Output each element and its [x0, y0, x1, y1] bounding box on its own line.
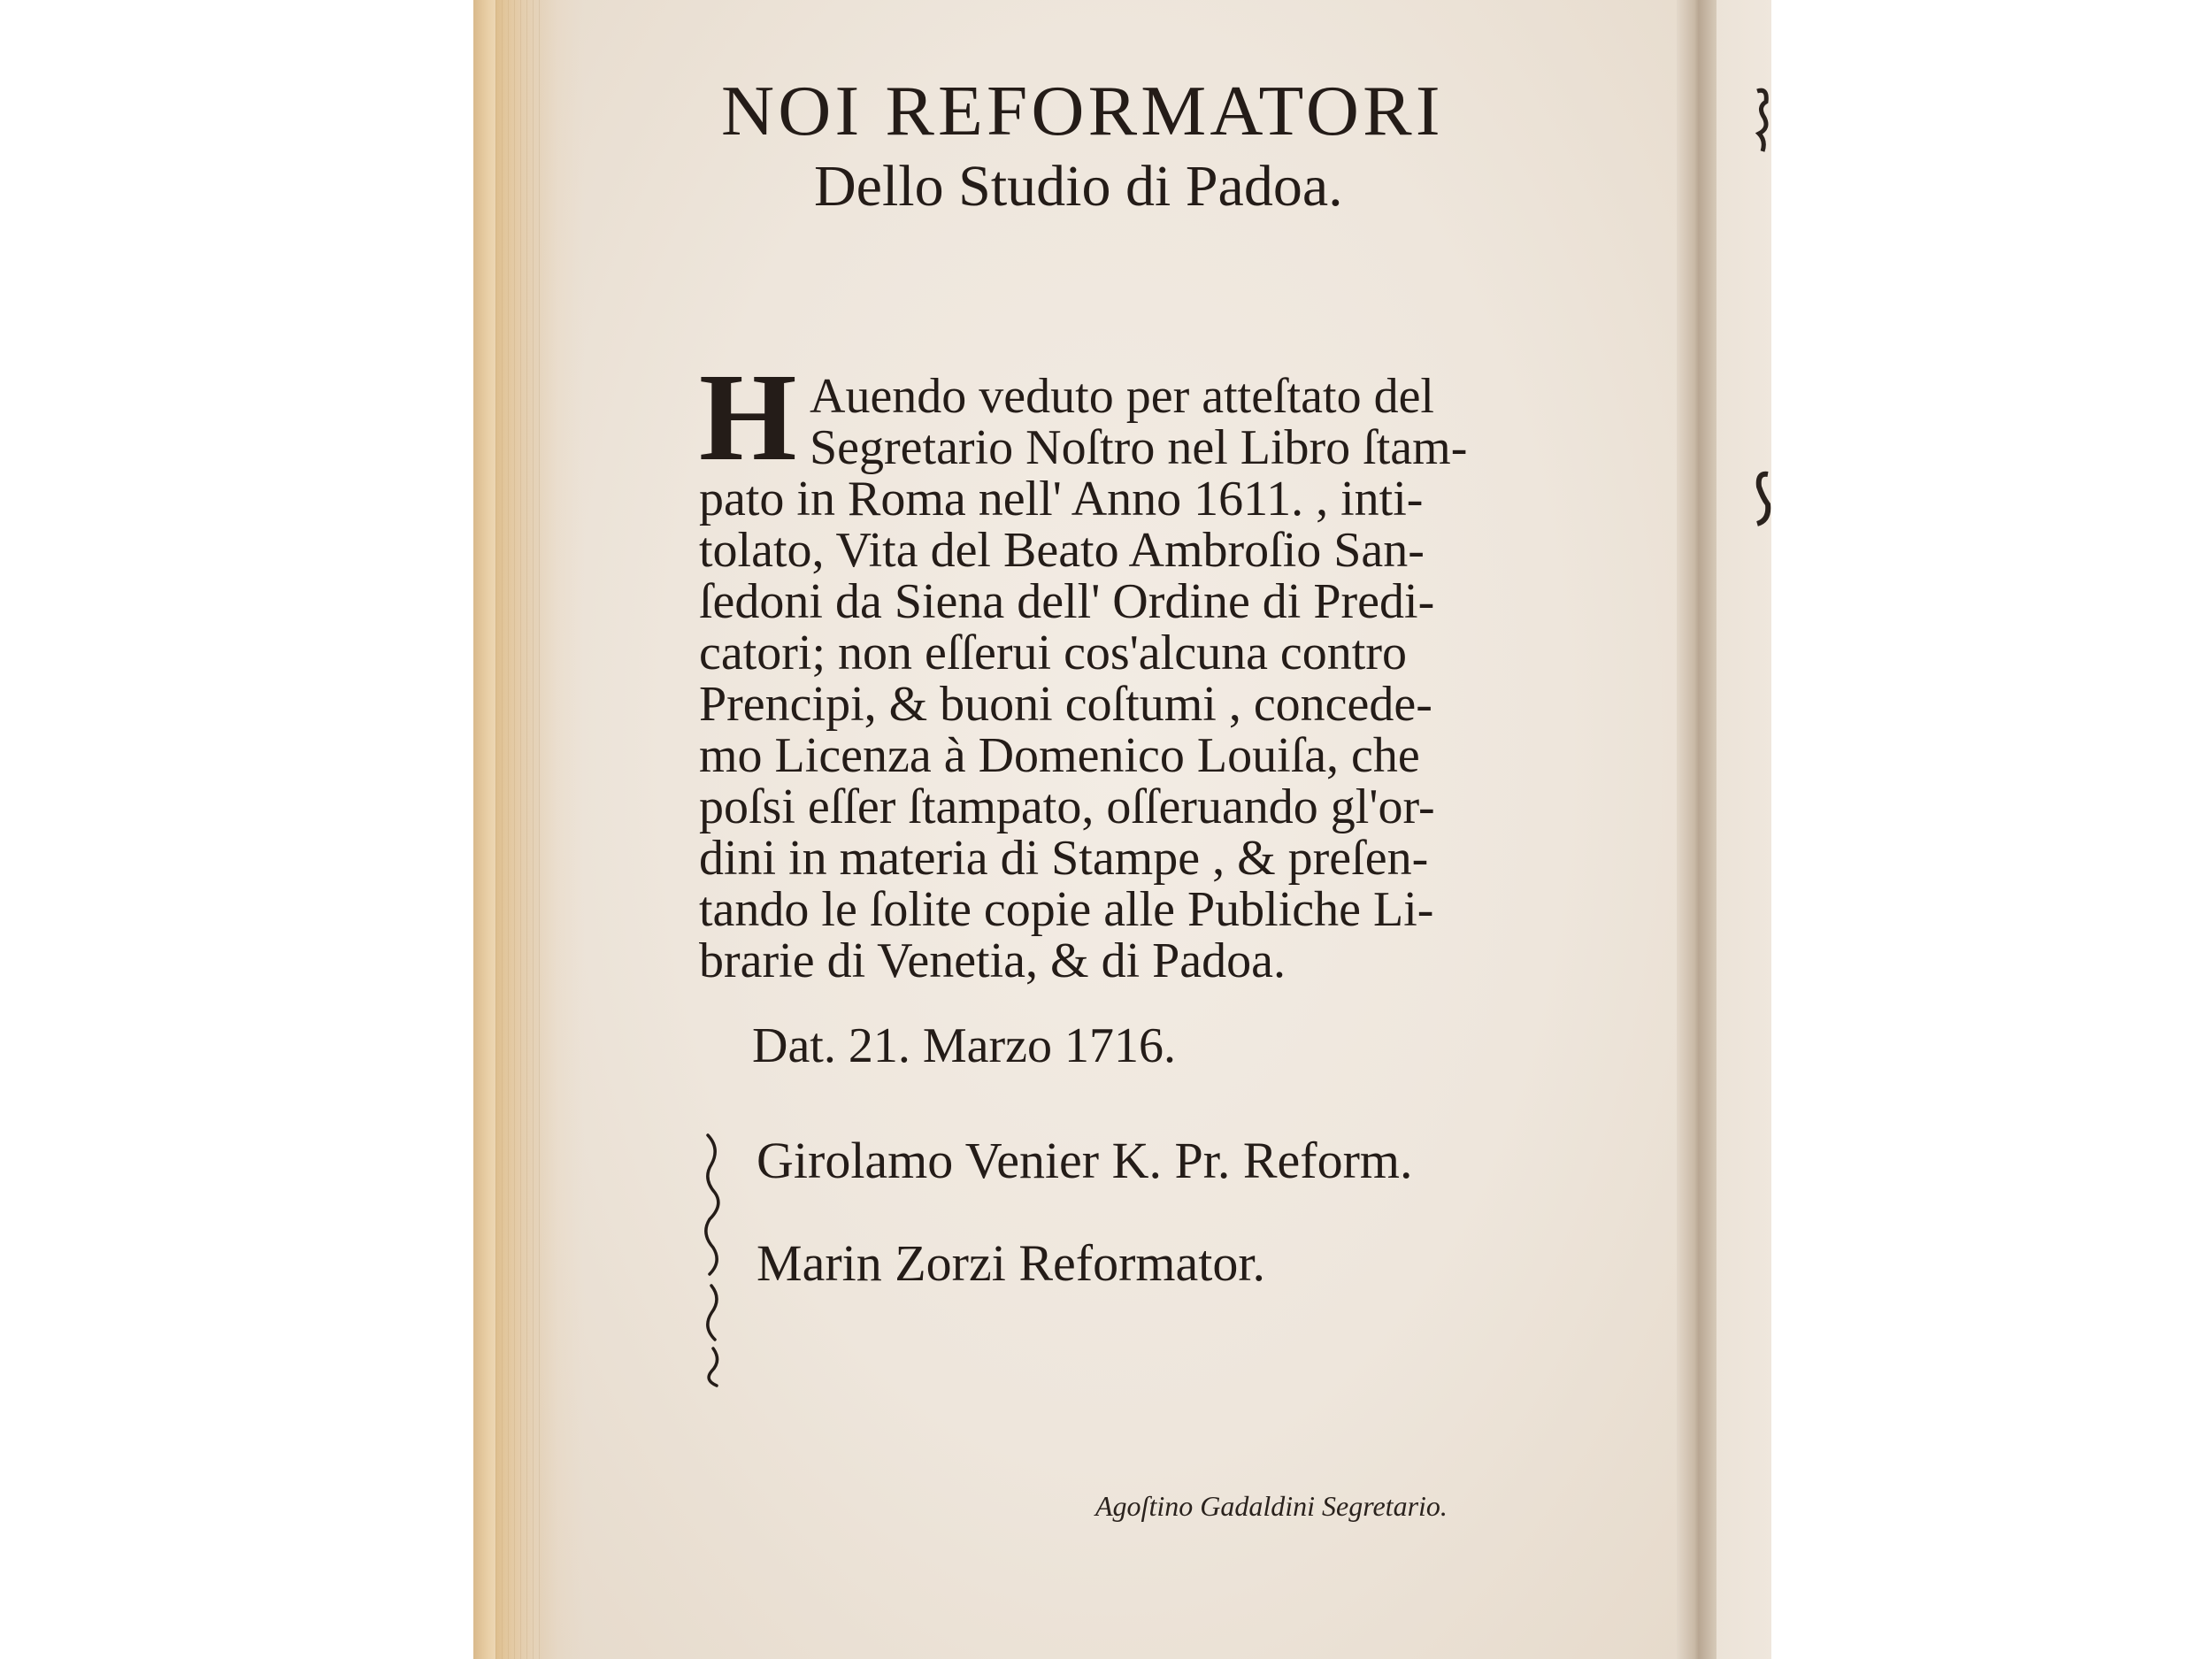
body-line: pato in Roma nell' Anno 1611. , inti- — [699, 472, 1424, 526]
page-foxing-stain — [495, 0, 584, 1659]
body-line: tolato, Vita del Beato Ambroſio San- — [699, 523, 1425, 578]
signatory-name: Marin Zorzi Reformator. — [757, 1234, 1265, 1292]
body-line: catori; non eſſerui cos'alcuna contro — [699, 626, 1407, 680]
body-line: tando le ſolite copie alle Publiche Li- — [699, 882, 1434, 937]
body-line: Prencipi, & buoni coſtumi , concede- — [699, 677, 1432, 732]
body-line: Auendo veduto per atteſtato del — [810, 369, 1434, 424]
secretary-signature: Agoſtino Gadaldini Segretario. — [1095, 1490, 1448, 1522]
body-line: Segretario Noſtro nel Libro ſtam- — [810, 420, 1468, 475]
body-line: poſsi eſſer ſtampato, oſſeruando gl'or- — [699, 780, 1435, 834]
body-line: brarie di Venetia, & di Padoa. — [699, 933, 1286, 988]
drop-cap: H — [699, 347, 797, 487]
body-line: ſedoni da Siena dell' Ordine di Predi- — [699, 574, 1435, 629]
body-line: dini in materia di Stampe , & preſen- — [699, 831, 1429, 886]
book-gutter — [1677, 0, 1717, 1659]
right-page-ornament — [1754, 84, 1771, 155]
right-page-fragment — [1717, 0, 1771, 1659]
signature-brace-ornament — [699, 1131, 726, 1387]
page-title: NOI REFORMATORI — [721, 73, 1444, 150]
body-line: mo Licenza à Domenico Louiſa, che — [699, 728, 1420, 783]
right-page-letter-fragment — [1754, 469, 1771, 531]
signatory-name: Girolamo Venier K. Pr. Reform. — [757, 1132, 1413, 1189]
document-date: Dat. 21. Marzo 1716. — [752, 1018, 1177, 1073]
page-subtitle: Dello Studio di Padoa. — [814, 154, 1343, 219]
